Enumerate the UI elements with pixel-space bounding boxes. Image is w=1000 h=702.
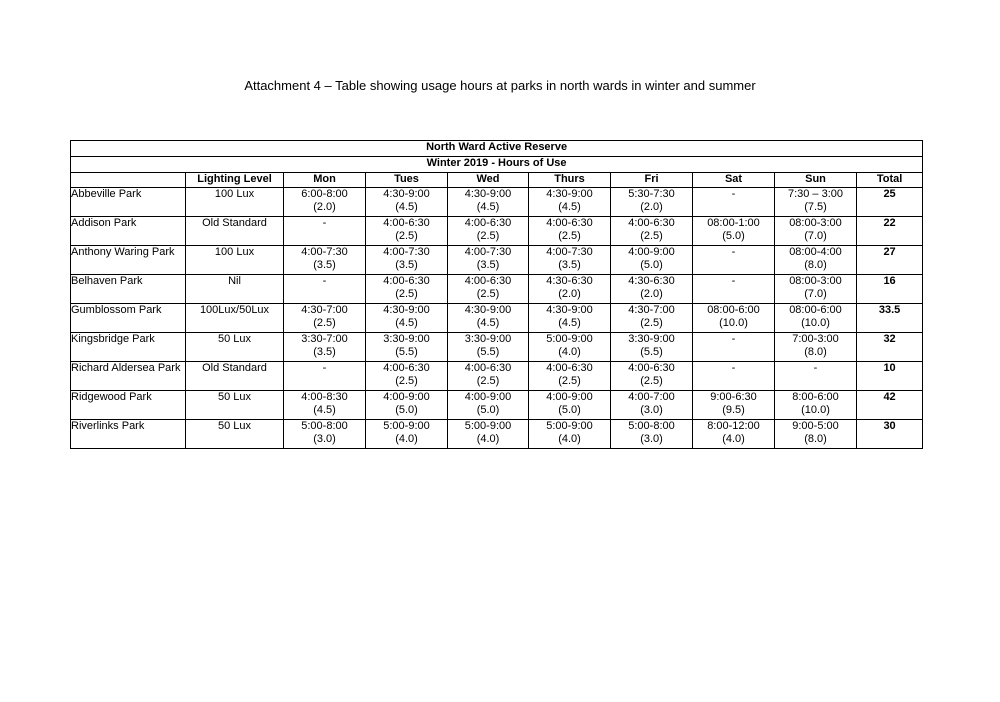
day-usage-cell — [366, 275, 448, 304]
usage-duration: (3.5) — [558, 259, 581, 271]
total-hours-cell: 30 — [857, 420, 923, 449]
usage-duration: (2.5) — [476, 375, 500, 387]
day-usage-cell — [775, 217, 857, 246]
day-usage-cell — [284, 333, 366, 362]
lighting-level-value: Old Standard — [202, 217, 267, 229]
table-row — [71, 188, 923, 217]
usage-hours: 5:00-9:00 — [546, 333, 593, 345]
attachment-title: Attachment 4 – Table showing usage hours at parks in north wards in winter and summer — [244, 78, 756, 93]
usage-duration: (3.0) — [640, 433, 663, 445]
usage-duration: (4.0) — [558, 346, 581, 358]
usage-duration: (8.0) — [804, 346, 827, 358]
park-name-cell: Kingsbridge Park — [71, 333, 186, 362]
table-row — [71, 217, 923, 246]
day-usage-cell — [693, 333, 775, 362]
total-hours-cell: 33.5 — [857, 304, 923, 333]
day-usage-cell — [529, 188, 611, 217]
day-usage-cell — [448, 391, 529, 420]
usage-duration: (9.5) — [722, 404, 745, 416]
lighting-level-cell — [186, 362, 284, 391]
day-usage-cell — [529, 333, 611, 362]
lighting-level-value: 50 Lux — [217, 333, 252, 345]
usage-hours: 4:30-6:30 — [546, 275, 593, 287]
day-usage-cell — [693, 246, 775, 275]
usage-duration: (2.5) — [476, 230, 500, 242]
day-usage-cell — [611, 188, 693, 217]
usage-hours: 08:00-4:00 — [789, 246, 842, 258]
table-row — [71, 304, 923, 333]
usage-duration: (2.0) — [558, 288, 581, 300]
day-usage-cell — [284, 275, 366, 304]
day-usage-cell — [366, 420, 448, 449]
usage-hours: - — [322, 217, 327, 229]
usage-hours: 4:00-9:00 — [546, 391, 593, 403]
lighting-level-cell — [186, 420, 284, 449]
usage-hours: 4:00-8:30 — [301, 391, 348, 403]
total-hours-cell: 27 — [857, 246, 923, 275]
usage-hours: 4:00-7:30 — [546, 246, 593, 258]
usage-duration: (4.0) — [722, 433, 745, 445]
usage-hours: 4:30-9:00 — [546, 304, 593, 316]
day-usage-cell — [529, 391, 611, 420]
column-header-Fri: Fri — [611, 173, 693, 188]
total-hours-cell: 32 — [857, 333, 923, 362]
table-row — [71, 333, 923, 362]
day-usage-cell — [693, 188, 775, 217]
usage-hours: 4:00-7:00 — [628, 391, 675, 403]
usage-duration: (3.0) — [640, 404, 663, 416]
total-hours-cell: 25 — [857, 188, 923, 217]
day-usage-cell — [366, 304, 448, 333]
usage-duration: (2.5) — [640, 375, 663, 387]
day-usage-cell — [448, 217, 529, 246]
day-usage-cell — [611, 275, 693, 304]
usage-duration: (2.5) — [313, 317, 336, 329]
total-hours-cell: 10 — [857, 362, 923, 391]
usage-hours: - — [731, 333, 736, 345]
usage-duration: (3.5) — [313, 346, 336, 358]
day-usage-cell — [611, 217, 693, 246]
lighting-level-value: Old Standard — [202, 362, 267, 374]
usage-hours: 9:00-5:00 — [792, 420, 839, 432]
day-usage-cell — [448, 246, 529, 275]
column-header-park — [71, 173, 186, 188]
total-hours-cell: 42 — [857, 391, 923, 420]
lighting-level-value: 50 Lux — [217, 420, 252, 432]
total-hours-cell: 16 — [857, 275, 923, 304]
usage-hours: - — [731, 362, 736, 374]
park-name-cell: Addison Park — [71, 217, 186, 246]
column-header-Sun: Sun — [775, 173, 857, 188]
column-header-Tues: Tues — [366, 173, 448, 188]
day-usage-cell — [366, 333, 448, 362]
day-usage-cell — [366, 391, 448, 420]
column-header-Thurs: Thurs — [529, 173, 611, 188]
usage-duration: (2.5) — [640, 230, 663, 242]
usage-hours: 4:30-7:00 — [628, 304, 675, 316]
day-usage-cell — [529, 420, 611, 449]
lighting-level-cell — [186, 188, 284, 217]
usage-duration: (4.0) — [395, 433, 418, 445]
lighting-level-cell — [186, 391, 284, 420]
usage-duration: (7.0) — [804, 288, 827, 300]
usage-hours: 4:30-9:00 — [464, 188, 512, 200]
day-usage-cell — [529, 362, 611, 391]
usage-duration: (5.0) — [640, 259, 663, 271]
usage-duration: (2.0) — [313, 201, 336, 213]
usage-duration: (4.5) — [395, 201, 418, 213]
day-usage-cell — [611, 304, 693, 333]
day-usage-cell — [448, 304, 529, 333]
day-usage-cell — [284, 391, 366, 420]
park-name-cell: Gumblossom Park — [71, 304, 186, 333]
usage-hours: 4:30-9:00 — [546, 188, 593, 200]
usage-hours: 4:00-9:00 — [383, 391, 430, 403]
usage-hours: 4:00-7:30 — [464, 246, 512, 258]
usage-duration: (2.0) — [640, 201, 663, 213]
usage-hours: 08:00-3:00 — [789, 217, 842, 229]
lighting-level-value: 50 Lux — [217, 391, 252, 403]
table-subtitle-row — [71, 157, 923, 173]
usage-hours: 4:30-7:00 — [301, 304, 348, 316]
usage-duration: (4.5) — [476, 201, 500, 213]
park-name-cell: Riverlinks Park — [71, 420, 186, 449]
usage-duration — [693, 375, 774, 388]
day-usage-cell — [693, 391, 775, 420]
lighting-level-value: 100 Lux — [214, 188, 255, 200]
usage-hours: 4:00-6:30 — [546, 362, 593, 374]
day-usage-cell — [611, 420, 693, 449]
column-header-Sat: Sat — [693, 173, 775, 188]
usage-hours: 7:30 – 3:00 — [787, 188, 844, 200]
usage-duration: (10.0) — [719, 317, 748, 329]
usage-duration: (2.5) — [395, 288, 418, 300]
usage-hours: 4:30-9:00 — [383, 188, 430, 200]
usage-duration: (5.0) — [558, 404, 581, 416]
day-usage-cell — [366, 188, 448, 217]
total-hours-cell: 22 — [857, 217, 923, 246]
table-subtitle: Winter 2019 - Hours of Use — [71, 157, 923, 173]
usage-duration: (5.5) — [640, 346, 663, 358]
usage-hours: 4:00-7:30 — [383, 246, 430, 258]
usage-duration: (5.5) — [476, 346, 500, 358]
day-usage-cell — [448, 362, 529, 391]
column-header-Total: Total — [857, 173, 923, 188]
usage-duration: (3.5) — [476, 259, 500, 271]
usage-duration: (10.0) — [801, 404, 830, 416]
usage-hours: 4:00-6:30 — [464, 275, 512, 287]
day-usage-cell — [366, 246, 448, 275]
day-usage-cell — [529, 246, 611, 275]
usage-duration — [693, 288, 774, 301]
usage-hours: 08:00-6:00 — [789, 304, 842, 316]
lighting-level-cell — [186, 275, 284, 304]
usage-duration: (2.5) — [395, 230, 418, 242]
usage-hours: 5:00-9:00 — [546, 420, 593, 432]
table-row — [71, 246, 923, 275]
day-usage-cell — [775, 420, 857, 449]
usage-hours: 3:30-9:00 — [464, 333, 512, 345]
column-header-Mon: Mon — [284, 173, 366, 188]
day-usage-cell — [611, 333, 693, 362]
day-usage-cell — [448, 420, 529, 449]
day-usage-cell — [775, 333, 857, 362]
day-usage-cell — [693, 420, 775, 449]
day-usage-cell — [284, 362, 366, 391]
usage-duration: (2.5) — [640, 317, 663, 329]
usage-hours: - — [322, 362, 327, 374]
day-usage-cell — [775, 362, 857, 391]
day-usage-cell — [775, 246, 857, 275]
usage-duration: (8.0) — [804, 259, 827, 271]
day-usage-cell — [448, 275, 529, 304]
usage-duration: (10.0) — [801, 317, 830, 329]
lighting-level-cell — [186, 333, 284, 362]
lighting-level-value: Nil — [228, 275, 241, 287]
day-usage-cell — [448, 333, 529, 362]
usage-hours: - — [731, 188, 736, 200]
usage-duration — [693, 259, 774, 272]
usage-duration: (4.5) — [313, 404, 336, 416]
day-usage-cell — [529, 275, 611, 304]
usage-hours: 6:00-8:00 — [301, 188, 348, 200]
table-row — [71, 420, 923, 449]
usage-hours: 3:30-9:00 — [628, 333, 675, 345]
lighting-level-cell — [186, 217, 284, 246]
usage-duration: (4.5) — [476, 317, 500, 329]
table-row — [71, 275, 923, 304]
usage-hours: 5:30-7:30 — [628, 188, 675, 200]
usage-hours: 5:00-9:00 — [383, 420, 430, 432]
day-usage-cell — [284, 246, 366, 275]
usage-hours: 4:00-6:30 — [628, 362, 675, 374]
usage-duration: (8.0) — [804, 433, 827, 445]
usage-duration — [693, 346, 774, 359]
park-name-cell: Anthony Waring Park — [71, 246, 186, 275]
usage-duration: (5.5) — [395, 346, 418, 358]
park-name-cell: Richard Aldersea Park — [71, 362, 186, 391]
usage-duration: (2.5) — [476, 288, 500, 300]
usage-duration: (2.0) — [640, 288, 663, 300]
lighting-level-cell — [186, 304, 284, 333]
park-name-cell: Abbeville Park — [71, 188, 186, 217]
usage-hours: 4:00-6:30 — [464, 217, 512, 229]
usage-hours-table — [70, 140, 923, 449]
usage-duration: (4.5) — [395, 317, 418, 329]
usage-duration: (5.0) — [476, 404, 500, 416]
usage-duration — [693, 201, 774, 214]
table-body — [71, 188, 923, 449]
usage-duration: (5.0) — [722, 230, 745, 242]
usage-hours: - — [322, 275, 327, 287]
usage-hours: 8:00-12:00 — [707, 420, 760, 432]
day-usage-cell — [775, 391, 857, 420]
usage-hours: 4:00-6:30 — [383, 362, 430, 374]
usage-duration: (7.5) — [804, 201, 827, 213]
usage-duration — [284, 288, 365, 301]
park-name-cell: Ridgewood Park — [71, 391, 186, 420]
table-title: North Ward Active Reserve — [71, 141, 923, 157]
day-usage-cell — [775, 304, 857, 333]
usage-duration: (2.5) — [558, 230, 581, 242]
usage-hours: 4:00-7:30 — [301, 246, 348, 258]
day-usage-cell — [529, 304, 611, 333]
usage-hours: 4:00-6:30 — [383, 217, 430, 229]
column-header-row — [71, 173, 923, 188]
usage-hours: 4:00-6:30 — [628, 217, 675, 229]
day-usage-cell — [284, 217, 366, 246]
usage-hours: - — [731, 275, 736, 287]
day-usage-cell — [529, 217, 611, 246]
lighting-level-value: 100Lux/50Lux — [199, 304, 270, 316]
usage-hours: 9:00-6:30 — [710, 391, 757, 403]
usage-hours: 08:00-6:00 — [707, 304, 760, 316]
day-usage-cell — [284, 420, 366, 449]
usage-duration: (2.5) — [558, 375, 581, 387]
day-usage-cell — [693, 304, 775, 333]
usage-hours: 4:00-6:30 — [464, 362, 512, 374]
day-usage-cell — [611, 391, 693, 420]
usage-hours: 5:00-8:00 — [628, 420, 675, 432]
lighting-level-cell — [186, 246, 284, 275]
park-name-cell: Belhaven Park — [71, 275, 186, 304]
usage-hours: 7:00-3:00 — [792, 333, 839, 345]
usage-hours: 4:00-6:30 — [546, 217, 593, 229]
usage-hours: 3:30-9:00 — [383, 333, 430, 345]
usage-duration: (2.5) — [395, 375, 418, 387]
usage-hours: 4:00-9:00 — [464, 391, 512, 403]
table-row — [71, 391, 923, 420]
usage-duration: (4.0) — [558, 433, 581, 445]
day-usage-cell — [284, 188, 366, 217]
usage-hours: 5:00-9:00 — [464, 420, 512, 432]
column-header-Lighting Level: Lighting Level — [186, 173, 284, 188]
usage-hours: - — [813, 362, 818, 374]
day-usage-cell — [775, 275, 857, 304]
day-usage-cell — [366, 217, 448, 246]
usage-hours: 4:00-9:00 — [628, 246, 675, 258]
day-usage-cell — [611, 246, 693, 275]
usage-hours: 08:00-1:00 — [707, 217, 760, 229]
day-usage-cell — [611, 362, 693, 391]
day-usage-cell — [366, 362, 448, 391]
day-usage-cell — [775, 188, 857, 217]
usage-duration: (4.0) — [476, 433, 500, 445]
table-title-row — [71, 141, 923, 157]
usage-duration — [284, 375, 365, 388]
day-usage-cell — [693, 362, 775, 391]
column-header-Wed: Wed — [448, 173, 529, 188]
usage-duration: (3.5) — [313, 259, 336, 271]
usage-hours: 8:00-6:00 — [792, 391, 839, 403]
usage-duration — [775, 375, 856, 388]
usage-hours: - — [731, 246, 736, 258]
usage-hours: 08:00-3:00 — [789, 275, 842, 287]
usage-duration: (7.0) — [804, 230, 827, 242]
usage-hours: 4:30-6:30 — [628, 275, 675, 287]
usage-hours: 4:30-9:00 — [464, 304, 512, 316]
usage-duration: (5.0) — [395, 404, 418, 416]
day-usage-cell — [693, 275, 775, 304]
usage-duration — [284, 230, 365, 243]
usage-duration: (4.5) — [558, 201, 581, 213]
usage-duration: (3.0) — [313, 433, 336, 445]
usage-duration: (3.5) — [395, 259, 418, 271]
usage-hours: 4:00-6:30 — [383, 275, 430, 287]
usage-hours: 4:30-9:00 — [383, 304, 430, 316]
day-usage-cell — [693, 217, 775, 246]
lighting-level-value: 100 Lux — [214, 246, 255, 258]
usage-hours: 5:00-8:00 — [301, 420, 348, 432]
day-usage-cell — [284, 304, 366, 333]
table-row — [71, 362, 923, 391]
usage-duration: (4.5) — [558, 317, 581, 329]
day-usage-cell — [448, 188, 529, 217]
usage-hours: 3:30-7:00 — [301, 333, 348, 345]
